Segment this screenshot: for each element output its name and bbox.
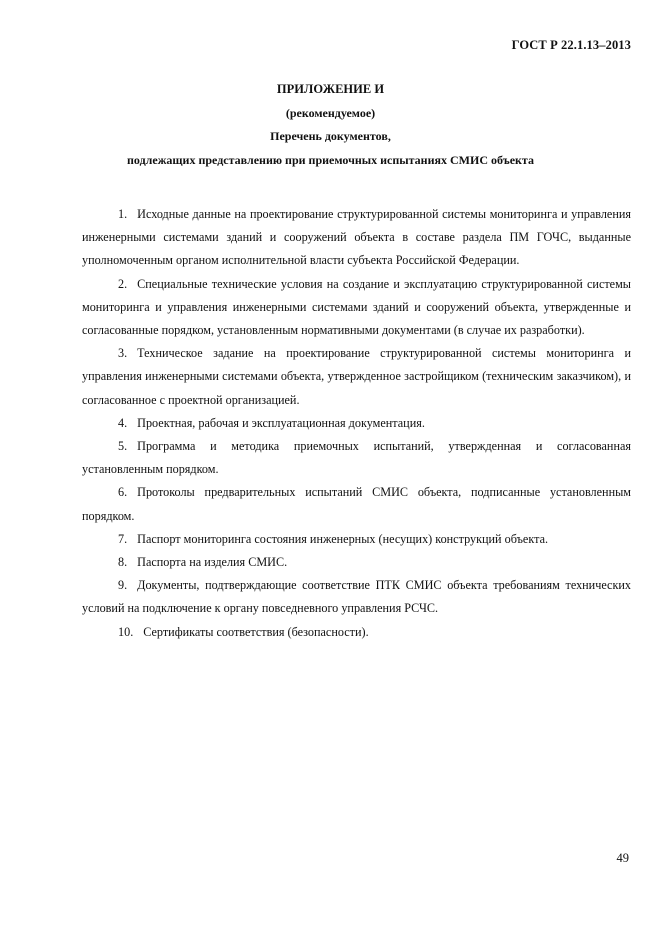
appendix-status: (рекомендуемое) xyxy=(285,105,376,120)
standard-code: ГОСТ Р 22.1.13–2013 xyxy=(511,38,631,52)
item-number: 5. xyxy=(118,439,128,454)
documents-list xyxy=(82,203,631,644)
appendix-label: ПРИЛОЖЕНИЕ И xyxy=(276,82,385,96)
item-number: 10. xyxy=(118,624,134,639)
item-text: Исходные данные на проектирование структурированной системы мониторинга и управления инженерными системами зданий и сооружений объекта в составе раздела ПМ ГОЧС, выданные уполномоченным органом исполнительной власти субъекта Российской Федерации. xyxy=(82,207,631,268)
item-number: 9. xyxy=(118,578,128,593)
item-text: Документы, подтверждающие соответствие ПТК СМИС объекта требованиям технических условий на подключение к органу повседневного управления РСЧС. xyxy=(82,578,631,616)
item-text: Специальные технические условия на создание и эксплуатацию структурированной системы мониторинга и управления инженерными системами зданий и сооружений объекта, утвержденные и согласованные порядком, установленным нормативными документами (в случае их разработки). xyxy=(82,276,631,338)
item-text: Протоколы предварительных испытаний СМИС объекта, подписанные установленным порядком. xyxy=(82,485,631,523)
list-item xyxy=(82,412,631,435)
appendix-title-line2: подлежащих представлению при приемочных испытаниях СМИС объекта xyxy=(127,152,534,167)
item-number: 8. xyxy=(118,555,128,570)
list-item xyxy=(82,574,631,620)
item-number: 7. xyxy=(118,531,128,546)
appendix-title-line1: Перечень документов, xyxy=(270,129,391,143)
item-number: 6. xyxy=(118,485,128,500)
page-number: 49 xyxy=(616,851,629,865)
list-item xyxy=(82,621,631,644)
list-item xyxy=(82,273,631,343)
item-number: 2. xyxy=(118,276,128,291)
list-item xyxy=(82,551,631,574)
item-number: 3. xyxy=(118,346,128,361)
appendix-heading xyxy=(0,82,661,176)
item-text: Паспорта на изделия СМИС. xyxy=(137,555,288,570)
item-text: Сертификаты соответствия (безопасности). xyxy=(143,624,369,639)
item-text: Программа и методика приемочных испытаний, утвержденная и согласованная установленным порядком. xyxy=(82,439,631,477)
item-number: 1. xyxy=(118,207,128,221)
list-item xyxy=(82,528,631,551)
item-number: 4. xyxy=(118,415,128,430)
list-item xyxy=(82,342,631,412)
item-text: Паспорт мониторинга состояния инженерных (несущих) конструкций объекта. xyxy=(137,531,549,546)
item-text: Техническое задание на проектирование структурированной системы мониторинга и управления инженерными системами объекта, утвержденное застройщиком (техническим заказчиком), и согласованное с проектной организацией. xyxy=(82,346,631,407)
list-item xyxy=(82,203,631,273)
list-item xyxy=(82,435,631,481)
item-text: Проектная, рабочая и эксплуатационная документация. xyxy=(137,415,425,430)
list-item xyxy=(82,481,631,527)
